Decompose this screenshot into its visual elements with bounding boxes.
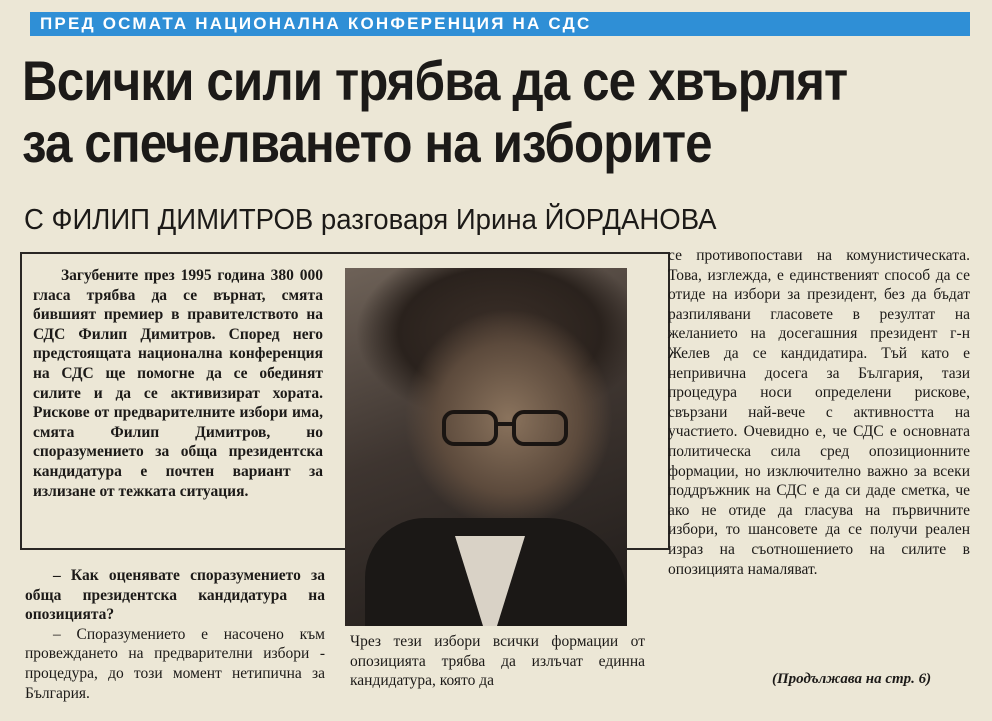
byline: С ФИЛИП ДИМИТРОВ разговаря Ирина ЙОРДАНОВА xyxy=(24,204,717,236)
interview-question: – Как оценявате споразумението за обща президентска кандидатура на опозицията? xyxy=(25,567,325,624)
portrait-photo xyxy=(345,268,627,626)
continued-note: (Продължава на стр. 6) xyxy=(772,671,932,687)
headline-line-1: Всички сили трябва да се хвърлят xyxy=(22,49,848,112)
lead-paragraph: Загубените през 1995 година 380 000 гласа трябва да се върнат, смята бившият премиер в правителството на СДС Филип Димитров. Според него предстоящата национална конференция на СДС ще помогне да се обединят силите и да се активизират хората. Рискове от предварителните избори има, смята Филип Димитров, но споразумението за обща президентска кандидатура е почтен вариант за излизане от тежката ситуация. xyxy=(33,267,323,500)
interview-answer-right: се противопостави на комунистическата. Това, изглежда, е единственият способ да се отиде на избори за президент, без да бъдат разпилявани гласовете в резултат на желанието на досегашния президент г-н Желев да се кандидатира. Тъй като е непривична досега за България, тази процедура носи определени рискове, свързани най-вече с активността на участието. Очевидно е, че СДС е основната политическа сила сред опозиционните формации, но изключително важно за всеки поддръжник на СДС е да си даде сметка, че ако не отиде да гласува на първичните избори, то шансовете да се получи реален израз на съотношението на силите в опозицията намаляват. xyxy=(668,247,970,578)
interview-column-middle xyxy=(350,632,645,691)
section-banner: ПРЕД ОСМАТА НАЦИОНАЛНА КОНФЕРЕНЦИЯ НА СДС xyxy=(30,12,970,36)
glasses-icon xyxy=(440,408,570,448)
headline xyxy=(22,50,867,174)
interview-column-right xyxy=(668,246,970,579)
interview-answer-start: – Споразумението е насочено към провеждането на предварителни избори - процедура, до този момент нетипична за България. xyxy=(25,625,325,702)
headline-line-2: за спечелването на изборите xyxy=(22,111,712,174)
interview-answer-middle: Чрез тези избори всички формации от опозицията трябва да излъчат единна кандидатура, която да xyxy=(350,633,645,690)
interview-column-left xyxy=(25,566,325,703)
